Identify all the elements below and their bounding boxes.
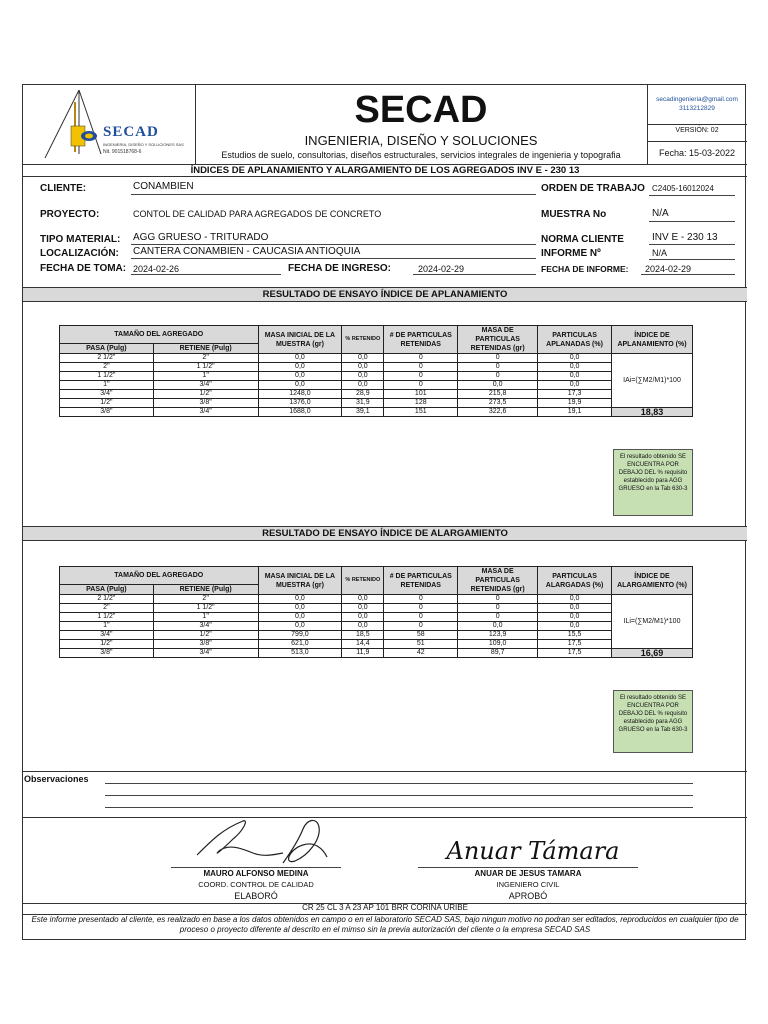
left-signer-action: ELABORÓ (234, 891, 278, 901)
localizacion-value: CANTERA CONAMBIEN - CAUCASIA ANTIOQUIA (133, 246, 361, 257)
cliente-value: CONAMBIEN (133, 181, 194, 192)
observaciones-line[interactable] (105, 783, 693, 784)
logo-subtitle: INGENIERIA, DISEÑO Y SOLUCIONES SAS (103, 142, 184, 147)
col-masa-inicial: MASA INICIAL DE LA MUESTRA (gr) (258, 567, 342, 595)
tipo-value: AGG GRUESO - TRITURADO (133, 232, 269, 243)
fecha-ingreso-label: FECHA DE INGRESO: (288, 263, 391, 274)
table-row: 1 1/2" 1" 0,0 0,0 0 0 0,0 (60, 613, 693, 622)
col-particulas-aplanadas: PARTICULAS APLANADAS (%) (538, 326, 612, 354)
norma-label: NORMA CLIENTE (541, 234, 624, 245)
table-row: 1/2" 3/8" 1376,0 31,9 128 273,5 19,9 (60, 399, 693, 408)
proyecto-label: PROYECTO: (40, 209, 100, 220)
table-row: 1" 3/4" 0,0 0,0 0 0,0 0,0 (60, 622, 693, 631)
orden-value: C2405-16012024 (652, 184, 714, 193)
col-pasa: PASA (Pulg) (60, 585, 154, 595)
company-logo (31, 88, 191, 162)
table-row: 2" 1 1/2" 0,0 0,0 0 0 0,0 (60, 363, 693, 372)
footer-disclaimer: Este informe presentado al cliente, es realizado en base a los datos obtenidos en campo o en el laboratorio SECAD SAS, bajo ningun motivo no podran ser editados, reproducidos en cualquier tipo de proceso o proyecto diferente al descrito en el mimso sin la previa autorización del cliente o la empresa SECAD SAS (31, 915, 739, 934)
aplanamiento-section-title: RESULTADO DE ENSAYO ÍNDICE DE APLANAMIENTO (23, 287, 747, 302)
table-row: 3/8" 3/4" 1688,0 39,1 151 322,6 19,1 18,83 (60, 408, 693, 417)
aplanamiento-formula: IAi=(∑M2/M1)*100 (612, 354, 693, 408)
col-retiene: RETIENE (Pulg) (153, 585, 258, 595)
contact-email[interactable]: secadingenieria@gmail.com (656, 96, 738, 103)
col-tamano: TAMAÑO DEL AGREGADO (60, 567, 259, 585)
cliente-label: CLIENTE: (40, 183, 87, 194)
aplanamiento-table (59, 325, 693, 417)
col-pasa: PASA (Pulg) (60, 344, 154, 354)
fecha-informe-label: FECHA DE INFORME: (541, 264, 629, 274)
left-signer-name: MAURO ALFONSO MEDINA (203, 869, 309, 878)
company-tagline: INGENIERIA, DISEÑO Y SOLUCIONES (304, 133, 538, 148)
col-retenido: % RETENIDO (342, 567, 384, 595)
table-row: 3/4" 1/2" 799,0 18,5 58 123,9 15,5 (60, 631, 693, 640)
alargamiento-section-title: RESULTADO DE ENSAYO ÍNDICE DE ALARGAMIENTO (23, 526, 747, 541)
document-date: Fecha: 15-03-2022 (658, 148, 736, 158)
aplanamiento-note: El resultado obtenido SE ENCUENTRA POR DEBAJO DEL % requisito establecido para AGG GRUESO en la Tab 630-3 (613, 449, 693, 516)
fecha-toma-label: FECHA DE TOMA: (40, 263, 127, 274)
muestra-label: MUESTRA No (541, 209, 607, 220)
alargamiento-result: 16,69 (612, 649, 693, 658)
table-row: 1 1/2" 1" 0,0 0,0 0 0 0,0 (60, 372, 693, 381)
col-masa-inicial: MASA INICIAL DE LA MUESTRA (gr) (258, 326, 342, 354)
col-indice: ÍNDICE DE ALARGAMIENTO (%) (612, 567, 693, 595)
aplanamiento-result: 18,83 (612, 408, 693, 417)
col-num-particulas: # DE PARTICULAS RETENIDAS (384, 326, 458, 354)
observaciones-line[interactable] (105, 807, 693, 808)
fecha-ingreso-value: 2024-02-29 (418, 264, 465, 274)
report-page (22, 84, 746, 940)
document-version: VERSIÓN: 02 (675, 127, 719, 134)
table-row: 2 1/2" 2" 0,0 0,0 0 0 0,0 IAi=(∑M2/M1)*100 (60, 354, 693, 363)
left-signer-role: COORD. CONTROL DE CALIDAD (198, 880, 314, 889)
left-signature-icon (183, 809, 343, 869)
logo-nit: Nit. 901518768-6 (103, 149, 142, 155)
table-row: 2" 1 1/2" 0,0 0,0 0 0 0,0 (60, 604, 693, 613)
fecha-toma-value: 2024-02-26 (133, 264, 180, 274)
proyecto-value: CONTOL DE CALIDAD PARA AGREGADOS DE CONCRETO (133, 209, 382, 219)
right-signer-role: INGENIERO CIVIL (496, 880, 560, 889)
col-num-particulas: # DE PARTICULAS RETENIDAS (384, 567, 458, 595)
right-signature: Anuar Támara (446, 837, 620, 865)
right-signer-action: APROBÓ (508, 891, 548, 901)
col-particulas-alargadas: PARTICULAS ALARGADAS (%) (538, 567, 612, 595)
table-row: 2 1/2" 2" 0,0 0,0 0 0 0,0 ILi=(∑M2/M1)*100 (60, 595, 693, 604)
muestra-value: N/A (652, 208, 669, 219)
report-title: ÍNDICES DE APLANAMIENTO Y ALARGAMIENTO DE LOS AGREGADOS INV E - 230 13 (190, 165, 580, 176)
company-title: SECAD (354, 89, 488, 131)
observaciones-label: Observaciones (24, 774, 89, 784)
tipo-label: TIPO MATERIAL: (40, 234, 121, 245)
norma-value: INV E - 230 13 (652, 232, 718, 243)
alargamiento-note: El resultado obtenido SE ENCUENTRA POR DEBAJO DEL % requisito establecido para AGG GRUESO en la Tab 630-3 (613, 690, 693, 753)
col-retenido: % RETENIDO (342, 326, 384, 354)
col-masa-particulas: MASA DE PARTICULAS RETENIDAS (gr) (458, 326, 538, 354)
alargamiento-formula: ILi=(∑M2/M1)*100 (612, 595, 693, 649)
informe-value: N/A (652, 248, 668, 258)
contact-phone: 3113212829 (679, 105, 715, 112)
col-masa-particulas: MASA DE PARTICULAS RETENIDAS (gr) (458, 567, 538, 595)
table-row: 3/4" 1/2" 1248,0 28,9 101 215,8 17,3 (60, 390, 693, 399)
col-tamano: TAMAÑO DEL AGREGADO (60, 326, 259, 344)
alargamiento-table (59, 566, 693, 658)
table-row: 1/2" 3/8" 621,0 14,4 51 109,0 17,5 (60, 640, 693, 649)
logo-name: SECAD (103, 124, 159, 140)
company-services: Estudios de suelo, consultorias, diseños estructurales, servicios integrales de ingenieria y topografia (221, 150, 621, 160)
col-indice: ÍNDICE DE APLANAMIENTO (%) (612, 326, 693, 354)
localizacion-label: LOCALIZACIÓN: (40, 248, 119, 259)
footer-address: CR 25 CL 3 A 23 AP 101 BRR CORINA URIBE (302, 903, 468, 912)
fecha-informe-value: 2024-02-29 (645, 264, 692, 274)
table-row: 1" 3/4" 0,0 0,0 0 0,0 0,0 (60, 381, 693, 390)
orden-label: ORDEN DE TRABAJO (541, 183, 645, 194)
table-row: 3/8" 3/4" 513,0 11,9 42 89,7 17,5 16,69 (60, 649, 693, 658)
observaciones-line[interactable] (105, 795, 693, 796)
informe-label: INFORME Nº (541, 248, 601, 259)
right-signer-name: ANUAR DE JESUS TAMARA (474, 869, 582, 878)
col-retiene: RETIENE (Pulg) (153, 344, 258, 354)
